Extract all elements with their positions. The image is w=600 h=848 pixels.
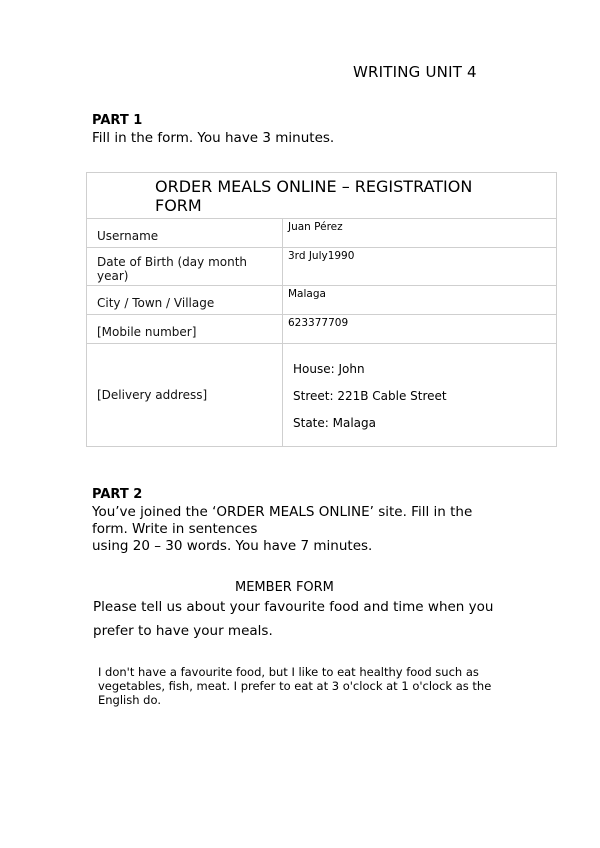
registration-title-line2: FORM: [155, 196, 202, 215]
form-row-dob: [87, 248, 557, 286]
registration-title-line1: ORDER MEALS ONLINE – REGISTRATION: [155, 177, 473, 196]
member-question-line2: prefer to have your meals.: [93, 623, 273, 639]
mobile-label: [Mobile number]: [87, 315, 283, 344]
dob-label-line1: Date of Birth (day month: [97, 255, 248, 269]
member-form-heading: MEMBER FORM: [235, 580, 334, 595]
member-form-question: [93, 595, 493, 643]
address-field[interactable]: [283, 344, 557, 447]
address-line-house: House: John: [293, 362, 365, 376]
registration-form: [86, 172, 557, 447]
part1-instruction: Fill in the form. You have 3 minutes.: [92, 130, 335, 146]
member-form-answer[interactable]: [98, 665, 528, 707]
part2-line2: form. Write in sentences: [92, 521, 258, 537]
form-row-address: [87, 344, 557, 447]
address-line-state: State: Malaga: [293, 416, 376, 430]
dob-label-line2: year): [97, 269, 129, 283]
form-row-username: [87, 219, 557, 248]
dob-field[interactable]: 3rd July1990: [283, 248, 557, 286]
city-field[interactable]: Malaga: [283, 286, 557, 315]
address-label: [Delivery address]: [87, 344, 283, 447]
username-field[interactable]: Juan Pérez: [283, 219, 557, 248]
answer-line2: vegetables, fish, meat. I prefer to eat at 3 o'clock at 1 o'clock as the: [98, 679, 492, 693]
dob-label: [87, 248, 283, 286]
part2-line1: You’ve joined the ‘ORDER MEALS ONLINE’ site. Fill in the: [92, 504, 473, 520]
mobile-field[interactable]: 623377709: [283, 315, 557, 344]
part2-line3: using 20 – 30 words. You have 7 minutes.: [92, 538, 373, 554]
answer-line1: I don't have a favourite food, but I like to eat healthy food such as: [98, 665, 479, 679]
city-label: City / Town / Village: [87, 286, 283, 315]
registration-form-title: [87, 173, 557, 219]
part2-heading: PART 2: [92, 487, 143, 502]
answer-line3: English do.: [98, 693, 161, 707]
username-label: Username: [87, 219, 283, 248]
part1-heading: PART 1: [92, 113, 143, 128]
page-title: WRITING UNIT 4: [353, 63, 477, 81]
member-question-line1: Please tell us about your favourite food and time when you: [93, 599, 494, 615]
form-row-mobile: [87, 315, 557, 344]
form-row-city: [87, 286, 557, 315]
address-line-street: Street: 221B Cable Street: [293, 389, 447, 403]
